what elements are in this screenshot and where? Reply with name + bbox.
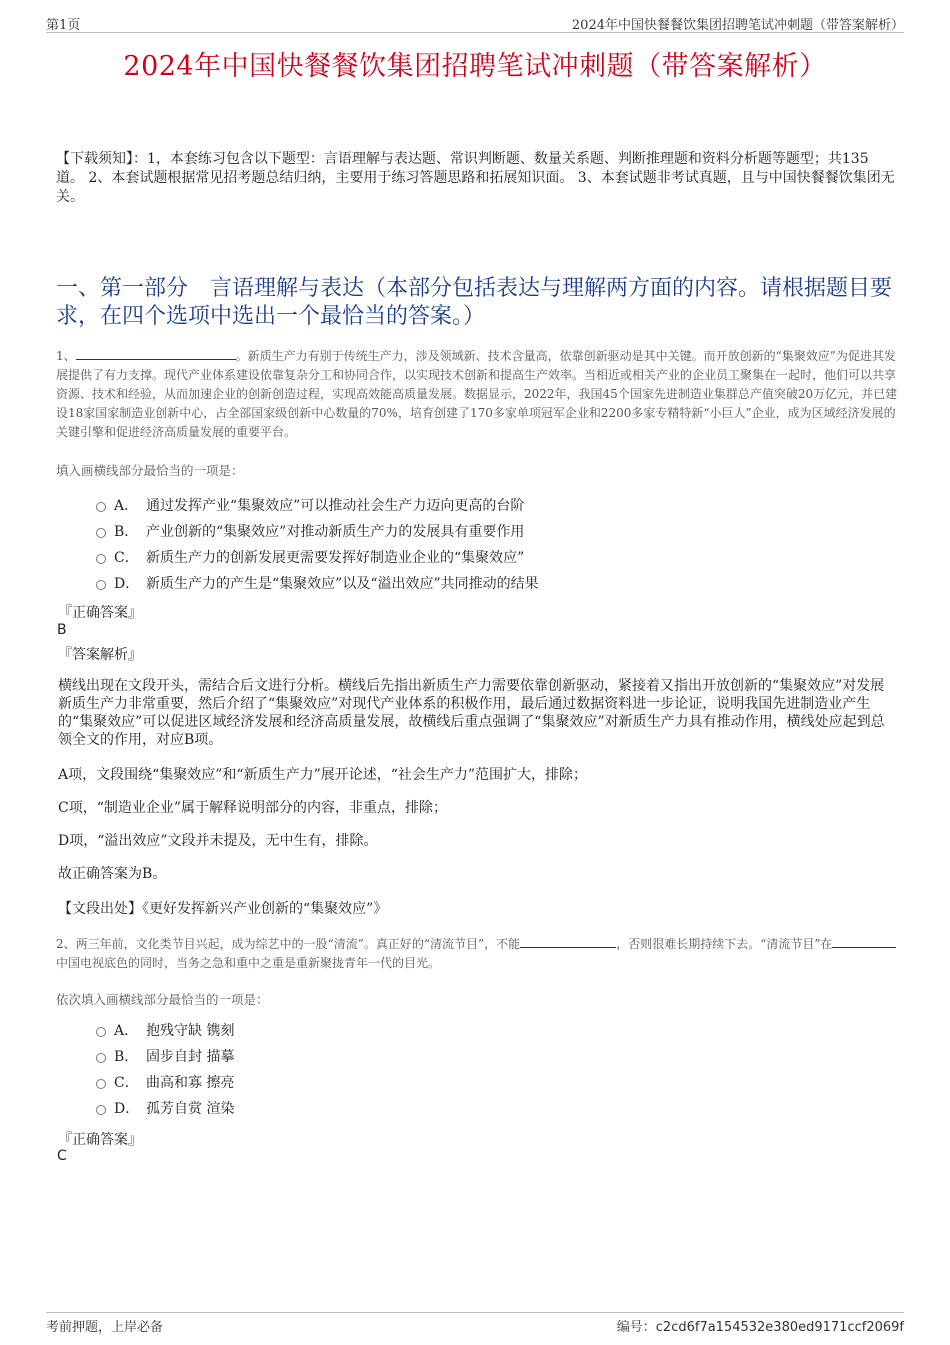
option-text: 曲高和寡 擦亮: [146, 1075, 235, 1091]
question-1-number: 1、: [56, 349, 76, 363]
option-text: 新质生产力的产生是“集聚效应”以及“溢出效应”共同推动的结果: [146, 576, 539, 592]
option-text: 产业创新的“集聚效应”对推动新质生产力的发展具有重要作用: [146, 524, 525, 540]
radio-icon[interactable]: [96, 528, 106, 538]
option-text: 通过发挥产业“集聚效应”可以推动社会生产力迈向更高的台阶: [146, 498, 525, 514]
correct-answer: C: [57, 1148, 67, 1164]
option-letter: D．: [114, 576, 140, 592]
analysis-source: 【文段出处】《更好发挥新兴产业创新的“集聚效应”》: [58, 901, 388, 917]
radio-icon[interactable]: [96, 502, 106, 512]
option-letter: C．: [114, 1075, 139, 1091]
option-letter: A．: [114, 498, 139, 514]
radio-icon[interactable]: [96, 554, 106, 564]
page-footer: [46, 1312, 904, 1333]
code-value: c2cd6f7a154532e380ed9171ccf2069f: [655, 1320, 904, 1335]
option-text: 抱残守缺 镌刻: [146, 1023, 235, 1039]
page-header: [46, 12, 904, 33]
question-2-text: [56, 934, 898, 973]
correct-answer: B: [57, 622, 67, 638]
radio-icon[interactable]: [96, 1027, 106, 1037]
option-text: 孤芳自赏 渲染: [146, 1101, 235, 1117]
correct-answer-label: 『正确答案』: [58, 1132, 142, 1148]
code-label: 编号：: [616, 1320, 656, 1335]
option-letter: D．: [114, 1101, 140, 1117]
page-number: 第1页: [46, 18, 81, 33]
radio-icon[interactable]: [96, 580, 106, 590]
analysis-label: 『答案解析』: [58, 647, 142, 663]
analysis-option-d: D项，“溢出效应”文段并未提及，无中生有，排除。: [58, 833, 378, 849]
question-2-prompt: 依次填入画横线部分最恰当的一项是：: [56, 992, 269, 1007]
question-2-text-part: 2、两三年前，文化类节目兴起，成为综艺中的一股“清流”。真正好的“清流节目”，不能: [56, 937, 521, 951]
option-letter: A．: [114, 1023, 139, 1039]
option-letter: B．: [114, 524, 139, 540]
analysis-option-a: A项，文段围绕“集聚效应”和“新质生产力”展开论述，“社会生产力”范围扩大，排除；: [58, 767, 588, 783]
question-1-body: 。新质生产力有别于传统生产力，涉及领域新、技术含量高，依靠创新驱动是其中关键。而开放创新的“集聚效应”为促进其发展提供了有力支撑。现代产业体系建设依靠复杂分工和协同合作，以实现技术创新和提高生产效率。当相近或相关产业的企业员工聚集在一起时，他们可以共享资源、技术和经验，从而加速企业的创新创造过程，实现高效能高质量发展。数据显示，2022年，我国45个国家先进制造业集群总产值突破20万亿元，并已建设18家国家制造业创新中心，占全部国家级创新中心数量的70%，培育创建了170多家单项冠军企业和2200多家专精特新“小巨人”企业，成为区域经济发展的关键引擎和促进经济高质量发展的重要平台。: [56, 349, 898, 439]
question-1-text: [56, 346, 898, 442]
analysis-conclusion: 故正确答案为B。: [58, 866, 167, 882]
question-1-prompt: 填入画横线部分最恰当的一项是：: [56, 463, 244, 478]
analysis-paragraph: 横线出现在文段开头，需结合后文进行分析。横线后先指出新质生产力需要依靠创新驱动，紧接着又指出开放创新的“集聚效应”对发展新质生产力非常重要，然后介绍了“集聚效应”对现代产业体系的积极作用，最后通过数据资料进一步论证，说明我国先进制造业产生的“集聚效应”可以促进区域经济发展和经济高质量发展，故横线后重点强调了“集聚效应”对新质生产力具有推动作用，横线处应起到总领全文的作用，对应B项。: [58, 678, 885, 748]
radio-icon[interactable]: [96, 1079, 106, 1089]
question-2-text-part: ，否则很难长期持续下去。“清流节目”在: [616, 937, 833, 951]
option-text: 固步自封 描摹: [146, 1049, 235, 1065]
answer-blank: [76, 346, 236, 360]
page-title: 2024年中国快餐餐饮集团招聘笔试冲刺题（带答案解析）: [123, 51, 827, 82]
option-letter: C．: [114, 550, 139, 566]
header-doc-title: 2024年中国快餐餐饮集团招聘笔试冲刺题（带答案解析）: [571, 18, 904, 33]
radio-icon[interactable]: [96, 1053, 106, 1063]
footer-slogan: 考前押题，上岸必备: [46, 1320, 164, 1335]
document-code: [617, 1316, 904, 1335]
correct-answer-label: 『正确答案』: [58, 605, 142, 621]
answer-blank: [520, 934, 616, 948]
option-letter: B．: [114, 1049, 139, 1065]
option-text: 新质生产力的创新发展更需要发挥好制造业企业的“集聚效应”: [146, 550, 525, 566]
section-heading: 一、第一部分 言语理解与表达（本部分包括表达与理解两方面的内容。请根据题目要求，在四个选项中选出一个最恰当的答案。）: [56, 276, 893, 329]
download-notice: 【下载须知】：1，本套练习包含以下题型：言语理解与表达题、常识判断题、数量关系题、判断推理题和资料分析题等题型；共135道。 2、本套试题根据常见招考题总结归纳，主要用于练习答题思路和拓展知识面。 3、本套试题非考试真题，且与中国快餐餐饮集团无关。: [56, 151, 895, 205]
radio-icon[interactable]: [96, 1105, 106, 1115]
question-2-text-part: 中国电视底色的同时，当务之急和重中之重是重新聚拢青年一代的目光。: [56, 956, 441, 970]
answer-blank: [832, 934, 896, 948]
analysis-option-c: C项，“制造业企业”属于解释说明部分的内容，非重点，排除；: [58, 800, 448, 816]
